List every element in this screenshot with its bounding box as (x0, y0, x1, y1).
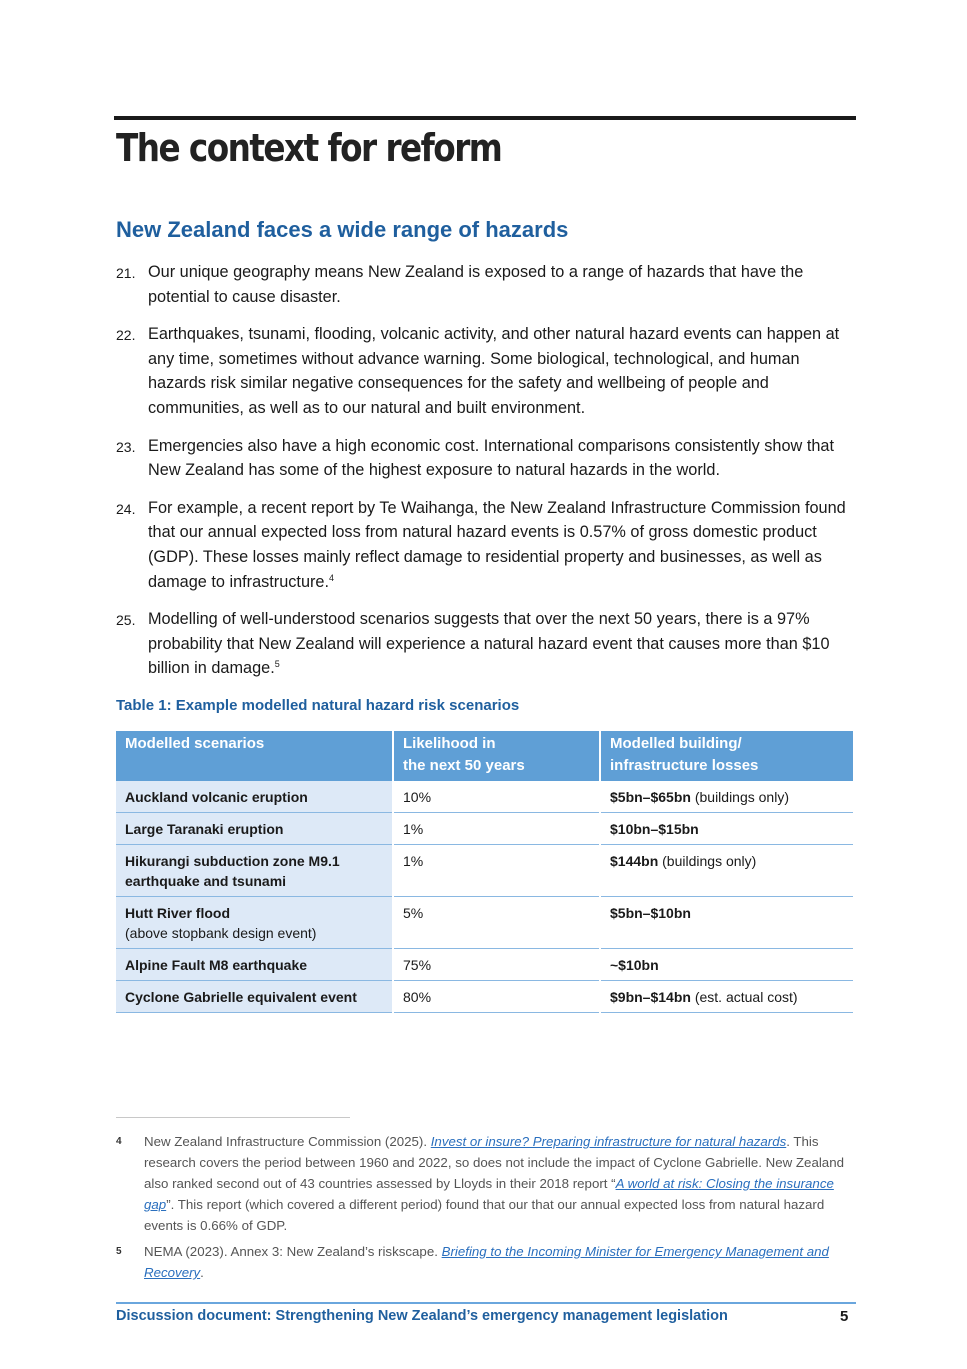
table-row (116, 813, 853, 845)
footnote-text: NEMA (2023). Annex 3: New Zealand’s riskscape. Briefing to the Incoming Minister for Emergency Management and Recovery. (144, 1244, 829, 1280)
footer-rule (116, 1302, 856, 1304)
header-scenarios: Modelled scenarios (116, 731, 393, 781)
chapter-title: The context for reform (116, 126, 502, 170)
table-row (116, 781, 853, 813)
section-heading: New Zealand faces a wide range of hazards (116, 217, 569, 242)
scenario-cell: Large Taranaki eruption (116, 813, 393, 845)
top-rule (114, 116, 856, 120)
scenario-cell: Hutt River flood (above stopbank design event) (116, 897, 393, 949)
paragraph-number: 21. (116, 265, 136, 281)
loss-cell: $144bn (buildings only) (600, 845, 853, 897)
footnote-separator (116, 1117, 350, 1118)
world-at-risk-link[interactable]: A world at risk: Closing the insurance gap (144, 1176, 834, 1212)
table-row (116, 981, 853, 1013)
paragraph-number: 22. (116, 327, 136, 344)
risk-scenarios-table (116, 731, 853, 1013)
scenario-cell: Cyclone Gabrielle equivalent event (116, 981, 393, 1013)
likelihood-cell: 5% (393, 897, 600, 949)
paragraph-number: 25. (116, 612, 136, 629)
footer-document-title: Discussion document: Strengthening New Zealand’s emergency management legislation (116, 1308, 728, 1324)
paragraph-text: For example, a recent report by Te Waihanga, the New Zealand Infrastructure Commission found that our annual expected loss from natural hazard events is 0.57% of gross domestic product (GDP). These losses mainly reflect damage to residential property and businesses, as well as damage to infrastructure.$^4$ (148, 498, 846, 591)
paragraph-23 (116, 434, 856, 483)
footnote-number: 5 (116, 1246, 122, 1257)
loss-cell: $10bn–$15bn (600, 813, 853, 845)
invest-or-insure-link[interactable]: Invest or insure? Preparing infrastructure for natural hazards (430, 1134, 787, 1149)
likelihood-cell: 80% (393, 981, 600, 1013)
footnote-ref-5[interactable]: 5 (274, 659, 280, 670)
scenario-cell: Hikurangi subduction zone M9.1 earthquake and tsunami (116, 845, 393, 897)
loss-cell: ~$10bn (600, 949, 853, 981)
loss-cell: $5bn–$10bn (600, 897, 853, 949)
likelihood-cell: 1% (393, 813, 600, 845)
footnotes (116, 1131, 856, 1288)
page-number: 5 (840, 1308, 849, 1325)
footnote-text: New Zealand Infrastructure Commission (2025). Invest or insure? Preparing infrastructure for natural hazards. This research covers the period between 1960 and 2022, so does not include the impact of Cyclone Gabrielle. New Zealand also ranked second out of 43 countries assessed by Lloyds in their 2018 report “A world at risk: Closing the insurance gap”. This report (which covered a different period) found that our that our annual expected loss from natural hazard events is 0.66% of GDP. (144, 1134, 844, 1233)
footnote-ref-4[interactable]: 4 (329, 572, 335, 583)
table-caption: Table 1: Example modelled natural hazard risk scenarios (116, 697, 520, 714)
paragraph-text: Earthquakes, tsunami, flooding, volcanic activity, and other natural hazard events can happen at any time, sometimes without advance warning. Some biological, technological, and human hazards risk similar negative consequences for the safety and wellbeing of people and communities, as well as to our natural and built environment. (148, 325, 840, 417)
ministerial-briefing-link[interactable]: Briefing to the Incoming Minister for Emergency Management and Recovery (144, 1244, 829, 1280)
paragraph-24 (116, 496, 856, 594)
footnote-4 (116, 1131, 856, 1236)
table-row (116, 897, 853, 949)
table-row (116, 845, 853, 897)
header-losses: Modelled building/ infrastructure losses (600, 731, 853, 781)
header-likelihood: Likelihood in the next 50 years (393, 731, 600, 781)
paragraph-number: 23. (116, 438, 136, 455)
likelihood-cell: 10% (393, 781, 600, 813)
scenario-cell: Alpine Fault M8 earthquake (116, 949, 393, 981)
paragraph-number: 24. (116, 500, 136, 517)
likelihood-cell: 75% (393, 949, 600, 981)
loss-cell: $5bn–$65bn (buildings only) (600, 781, 853, 813)
table-row (116, 949, 853, 981)
paragraph-21 (116, 260, 856, 309)
numbered-paragraphs (116, 260, 856, 694)
paragraph-25 (116, 607, 856, 681)
table-header-row (116, 731, 853, 781)
paragraph-22 (116, 322, 856, 420)
footnote-5 (116, 1241, 856, 1283)
paragraph-text: Our unique geography means New Zealand is exposed to a range of hazards that have the potential to cause disaster. (148, 263, 804, 306)
likelihood-cell: 1% (393, 845, 600, 897)
paragraph-text: Modelling of well-understood scenarios suggests that over the next 50 years, there is a 97% probability that New Zealand will experience a natural hazard event that causes more than $10 billion in damage.$^5$ (148, 610, 830, 678)
loss-cell: $9bn–$14bn (est. actual cost) (600, 981, 853, 1013)
paragraph-text: Emergencies also have a high economic cost. International comparisons consistently show that New Zealand has some of the highest exposure to natural hazards in the world. (148, 436, 834, 480)
footnote-number: 4 (116, 1136, 122, 1147)
scenario-cell: Auckland volcanic eruption (116, 781, 393, 813)
